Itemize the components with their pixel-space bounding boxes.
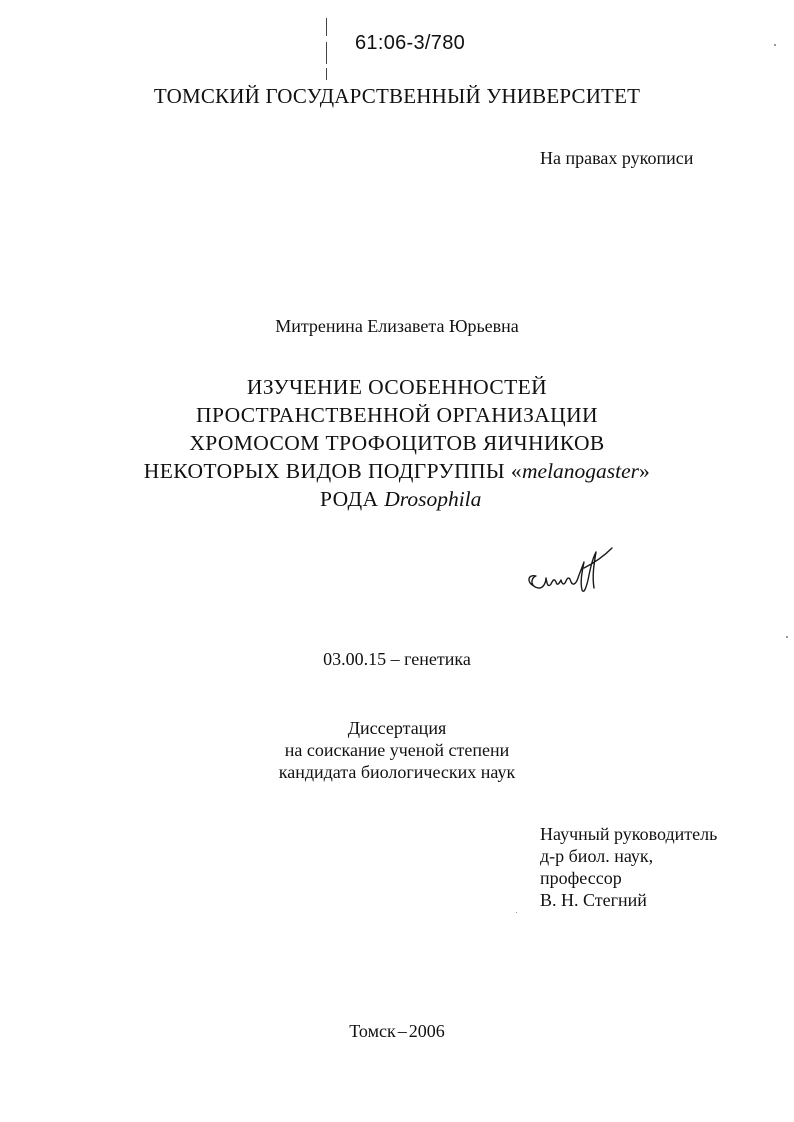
handwritten-signature [520, 538, 630, 608]
scan-speck [786, 636, 788, 638]
supervisor-title: профессор [540, 868, 622, 888]
rights-notice: На правах рукописи [540, 148, 694, 168]
title-genus: Drosophila [384, 487, 482, 511]
title-line-1: ИЗУЧЕНИЕ ОСОБЕННОСТЕЙ [246, 375, 548, 399]
title-line-4-prefix: НЕКОТОРЫХ ВИДОВ ПОДГРУППЫ « [143, 459, 522, 483]
degree-line-3: кандидата биологических наук [278, 762, 516, 782]
specialty-separator: – [390, 649, 400, 669]
specialty [0, 649, 794, 670]
scan-speck [774, 44, 776, 46]
place-year-separator: – [397, 1021, 407, 1041]
scan-line-mid [326, 42, 327, 64]
specialty-name: генетика [404, 649, 471, 669]
degree-line-2: на соискание ученой степени [284, 740, 510, 760]
year: 2006 [408, 1021, 445, 1041]
specialty-code: 03.00.15 [323, 649, 387, 669]
scan-line-bottom [326, 68, 327, 80]
title-line-2: ПРОСТРАНСТВЕННОЙ ОРГАНИЗАЦИИ [196, 403, 598, 427]
title-line-5 [0, 485, 794, 513]
degree-statement [0, 717, 794, 783]
supervisor-block [540, 823, 717, 911]
title-line-5-prefix: РОДА [320, 487, 385, 511]
scan-line-top [326, 18, 327, 36]
author-name: Митренина Елизавета Юрьевна [275, 316, 519, 336]
scan-speck [516, 912, 517, 913]
supervisor-role: Научный руководитель [540, 824, 718, 844]
catalog-number: 61:06-3/780 [355, 32, 466, 54]
supervisor-name: В. Н. Стегний [540, 890, 647, 910]
title-line-4-suffix: » [639, 459, 651, 483]
title-line-4 [0, 457, 794, 485]
supervisor-degree: д-р биол. наук, [540, 846, 654, 866]
degree-line-1: Диссертация [347, 718, 447, 738]
place-and-year [0, 1021, 794, 1042]
title-species-group: melanogaster [522, 459, 640, 483]
dissertation-title [0, 373, 794, 513]
university-name: ТОМСКИЙ ГОСУДАРСТВЕННЫЙ УНИВЕРСИТЕТ [153, 84, 641, 108]
city: Томск [349, 1021, 396, 1041]
title-line-3: ХРОМОСОМ ТРОФОЦИТОВ ЯИЧНИКОВ [189, 431, 605, 455]
